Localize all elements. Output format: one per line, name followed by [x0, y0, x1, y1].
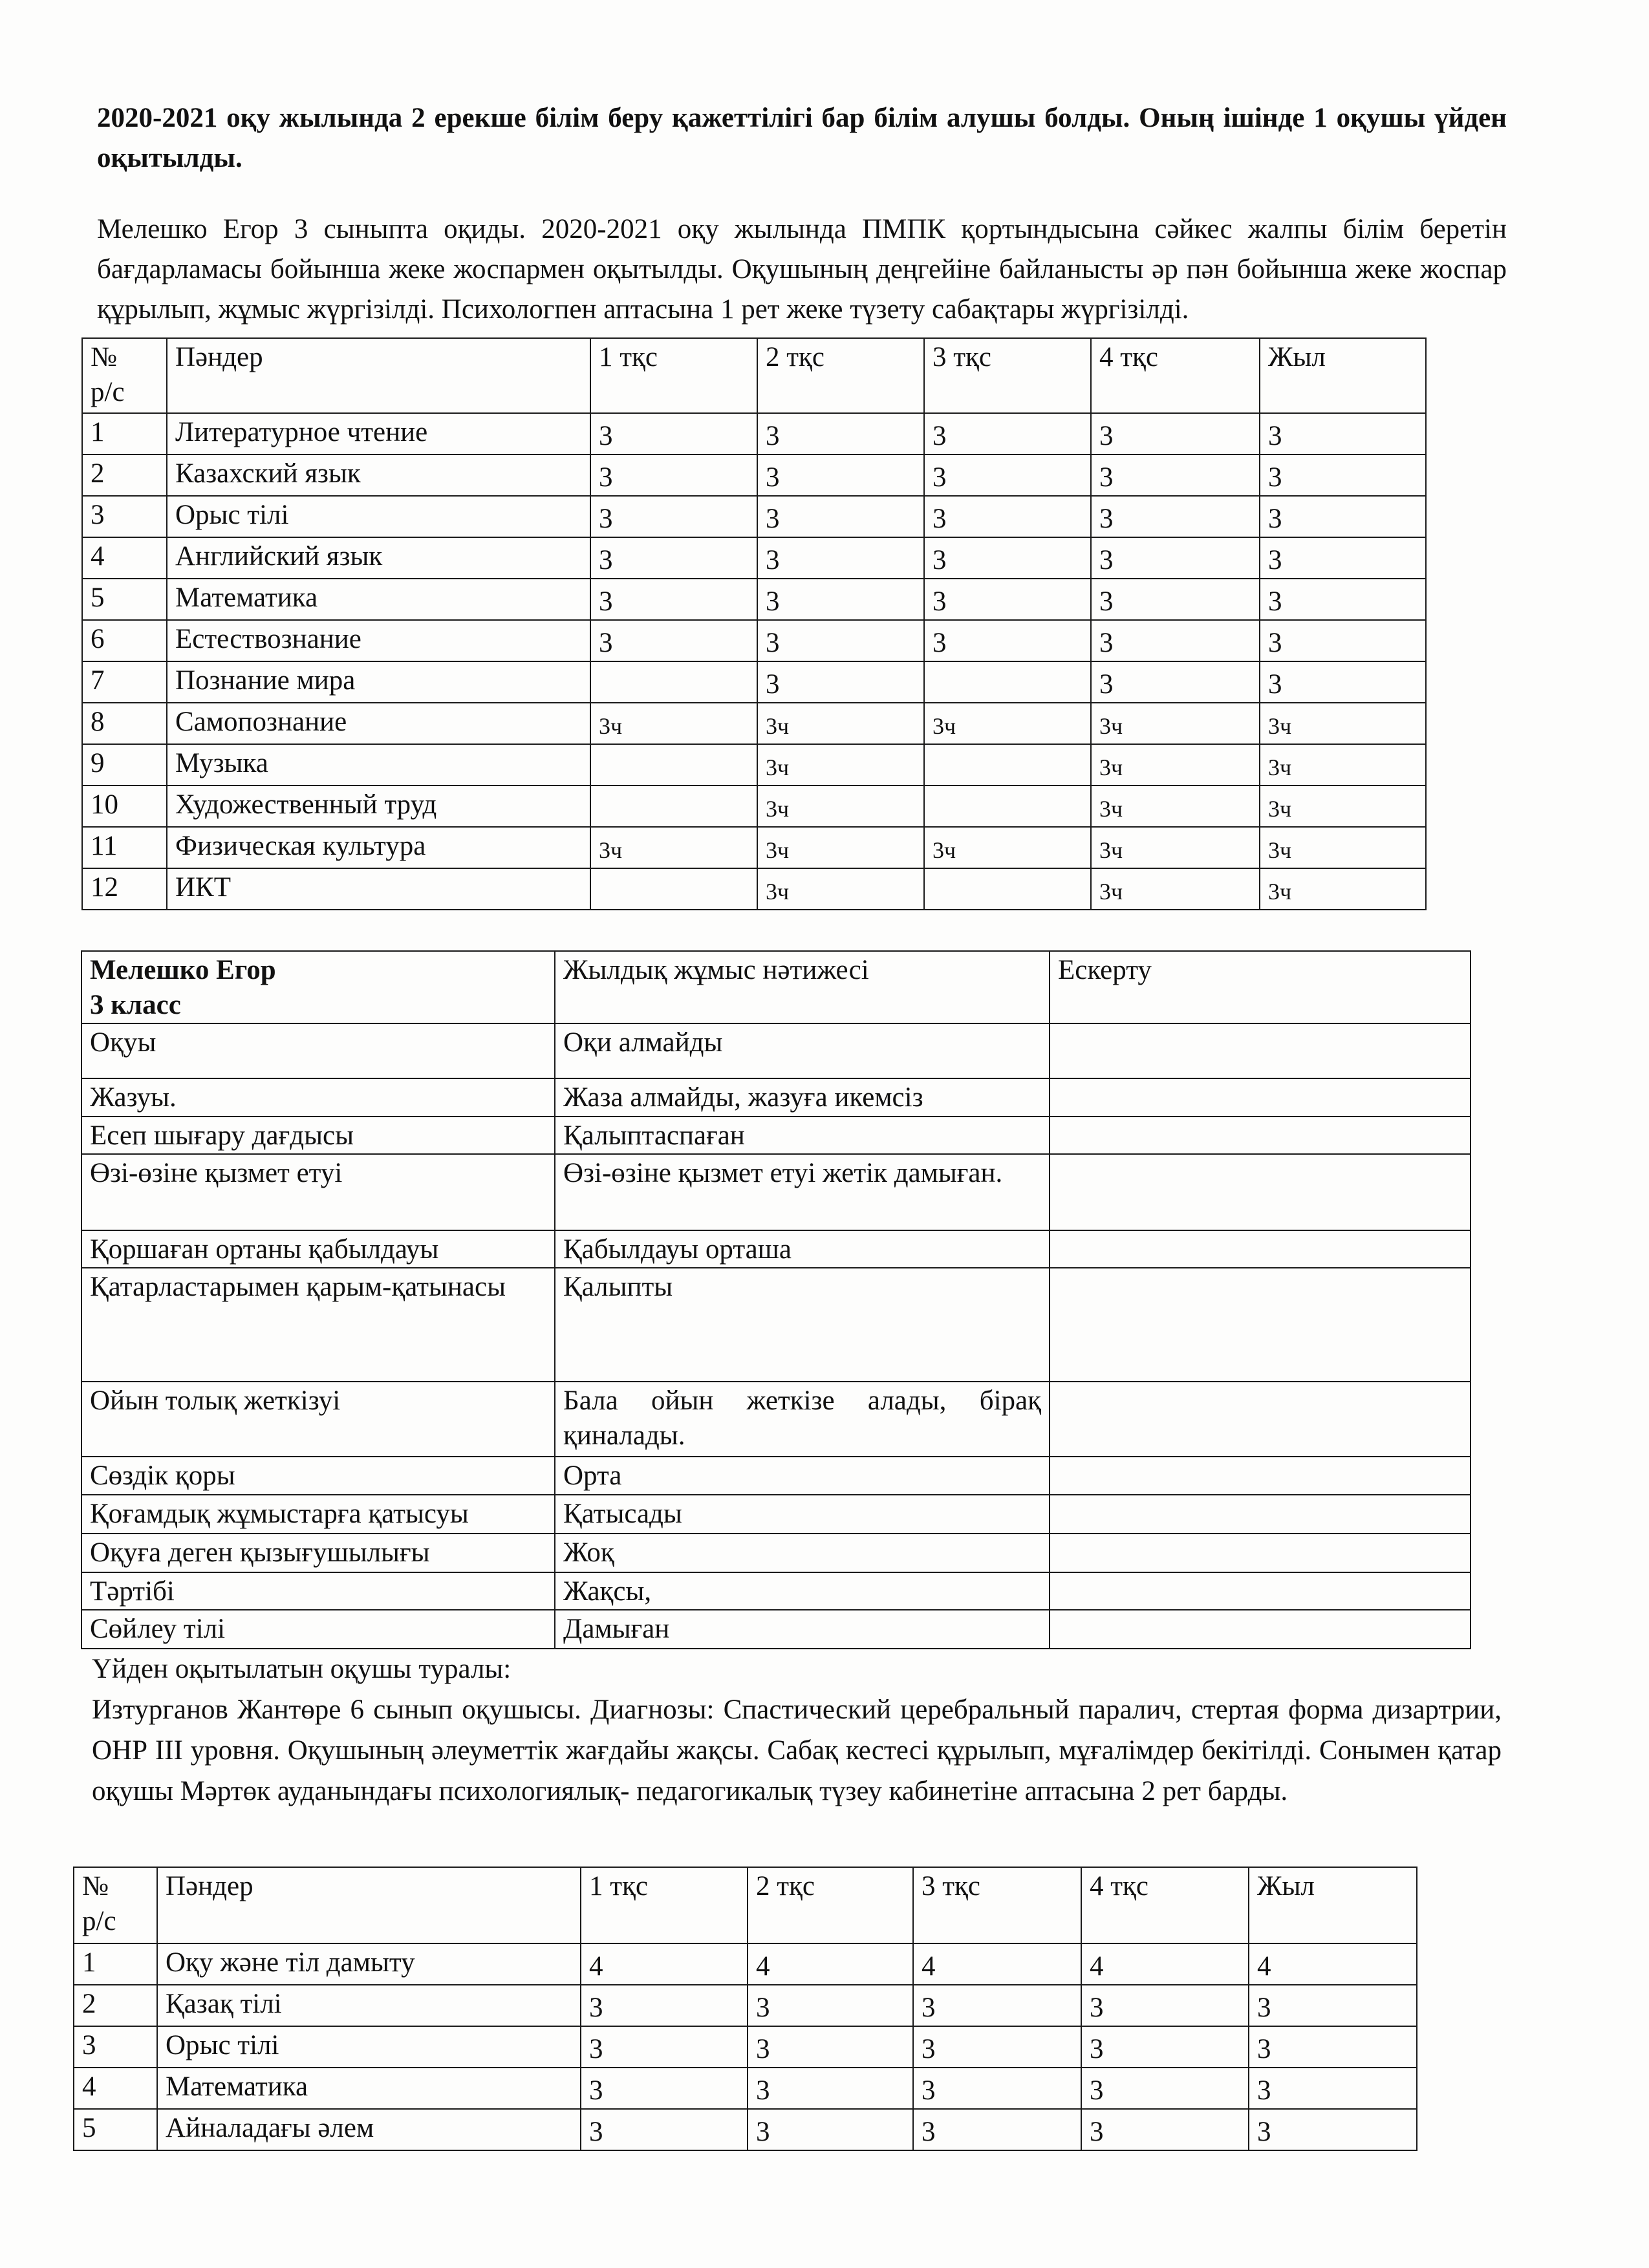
grade-q4: 3 [1081, 2026, 1249, 2068]
result-cell: Өзі-өзіне қызмет етуі жетік дамыған. [555, 1154, 1050, 1230]
results-row [81, 1457, 1471, 1495]
subject-name: Орыс тілі [167, 496, 590, 537]
grade-year: 3 [1260, 579, 1426, 620]
criterion-cell: Оқуға деген қызығушылығы [81, 1534, 555, 1572]
table-row [82, 868, 1426, 910]
grade-q2: 3ч [757, 868, 924, 910]
grade-q1: 3 [581, 1985, 748, 2026]
results-row [81, 1268, 1471, 1382]
note-cell [1050, 1117, 1471, 1154]
row-number: 7 [82, 661, 167, 703]
table-row [82, 744, 1426, 786]
grade-year: 3ч [1260, 868, 1426, 910]
result-cell: Қатысады [555, 1495, 1050, 1534]
result-cell: Жақсы, [555, 1572, 1050, 1610]
results-row [81, 1078, 1471, 1117]
grade-q1: 3ч [590, 703, 757, 744]
grade-year: 3 [1260, 620, 1426, 661]
subject-name: Литературное чтение [167, 413, 590, 455]
table-row [74, 1985, 1417, 2026]
grade-q1: 3 [590, 413, 757, 455]
grade-q2: 3 [757, 455, 924, 496]
table-row [74, 2026, 1417, 2068]
subject-name: Казахский язык [167, 455, 590, 496]
grade-q1: 3 [581, 2026, 748, 2068]
table-header-row [74, 1867, 1417, 1943]
grade-q1: 3 [590, 455, 757, 496]
grade-q2: 3 [748, 1985, 913, 2026]
grade-year: 3ч [1260, 703, 1426, 744]
criterion-cell: Сөздік қоры [81, 1457, 555, 1495]
table-row [82, 455, 1426, 496]
result-cell: Қалыпты [555, 1268, 1050, 1382]
number-sign: № [91, 342, 118, 372]
grade-q2: 3 [757, 413, 924, 455]
student-class: 3 класс [90, 990, 181, 1020]
grade-year: 3 [1249, 2109, 1417, 2150]
result-cell: Қабылдауы орташа [555, 1230, 1050, 1268]
intro-paragraph: Мелешко Егор 3 сыныпта оқиды. 2020-2021 оқу жылында ПМПК қортындысына сәйкес жалпы білім беретін бағдарламасы бойынша жеке жоспармен оқытылды. Оқушының деңгейіне байланысты әр пән бойынша жеке жоспар құрылып, жұмыс жүргізілді. Психологпен аптасына 1 рет жеке түзету сабақтары жүргізілді. [97, 214, 1507, 325]
grade-year: 3 [1260, 496, 1426, 537]
row-number: 5 [74, 2109, 157, 2150]
grade-q4: 3 [1081, 1985, 1249, 2026]
header-cell-q2: 2 тқс [748, 1867, 913, 1943]
criterion-cell: Қоғамдық жұмыстарға қатысуы [81, 1495, 555, 1534]
grade-q2: 3 [757, 620, 924, 661]
grade-q3 [924, 744, 1091, 786]
note-cell [1050, 1023, 1471, 1078]
home-student-paragraph: Изтурганов Жантөре 6 сынып оқушысы. Диагнозы: Спастический церебральный паралич, стертая форма дизартрии, ОНР III уровня. Оқушының әлеуметтік жағдайы жақсы. Сабақ кестесі құрылып, мұғалімдер бекітілді. Сонымен қатар оқушы Мәртөк ауданындағы психологиялық- педагогикалық түзеу кабинетіне аптасына 2 рет барды. [92, 1695, 1502, 1806]
note-cell [1050, 1078, 1471, 1117]
grade-q1: 3 [590, 579, 757, 620]
grade-q4: 3ч [1091, 786, 1260, 827]
result-cell: Дамыған [555, 1610, 1050, 1649]
number-abbrev: р/с [91, 377, 125, 407]
grade-q2: 3 [757, 579, 924, 620]
subject-name: Қазақ тілі [157, 1985, 581, 2026]
criterion-cell: Жазуы. [81, 1078, 555, 1117]
row-number: 2 [74, 1985, 157, 2026]
row-number: 11 [82, 827, 167, 868]
header-cell-year: Жыл [1260, 338, 1426, 413]
row-number: 2 [82, 455, 167, 496]
subject-name: Музыка [167, 744, 590, 786]
grade-q1 [590, 744, 757, 786]
grade-q3: 3 [924, 455, 1091, 496]
header-cell-q2: 2 тқс [757, 338, 924, 413]
grade-year: 3ч [1260, 744, 1426, 786]
grade-year: 3 [1260, 661, 1426, 703]
note-cell [1050, 1230, 1471, 1268]
criterion-cell: Қатарластарымен қарым-қатынасы [81, 1268, 555, 1382]
number-abbrev: р/с [82, 1906, 116, 1936]
grade-q4: 3ч [1091, 744, 1260, 786]
table-header-row [82, 338, 1426, 413]
grade-q3: 3 [913, 2026, 1081, 2068]
grade-q3: 3 [924, 579, 1091, 620]
table-row [74, 1943, 1417, 1985]
results-table [81, 950, 1471, 1649]
grade-q2: 3ч [757, 827, 924, 868]
grade-q3: 3ч [924, 827, 1091, 868]
criterion-cell: Ойын толық жеткізуі [81, 1382, 555, 1457]
header-cell-subjects: Пәндер [157, 1867, 581, 1943]
grade-q4: 3 [1091, 413, 1260, 455]
grade-year: 3 [1260, 413, 1426, 455]
grade-q2: 3 [757, 537, 924, 579]
grade-q2: 3ч [757, 786, 924, 827]
subject-name: Английский язык [167, 537, 590, 579]
note-cell [1050, 1534, 1471, 1572]
row-number: 1 [82, 413, 167, 455]
table-row [82, 786, 1426, 827]
note-cell [1050, 1610, 1471, 1649]
criterion-cell: Тәртібі [81, 1572, 555, 1610]
number-sign: № [82, 1871, 109, 1901]
grade-q3 [924, 786, 1091, 827]
grade-q2: 3ч [757, 744, 924, 786]
header-cell-q3: 3 тқс [924, 338, 1091, 413]
header-cell-year: Жыл [1249, 1867, 1417, 1943]
grade-q1 [590, 868, 757, 910]
table-row [82, 703, 1426, 744]
grade-q4: 3 [1091, 496, 1260, 537]
grade-q4: 3 [1091, 620, 1260, 661]
result-cell: Жаза алмайды, жазуға икемсіз [555, 1078, 1050, 1117]
header-cell-number [74, 1867, 157, 1943]
grade-q4: 3 [1081, 2068, 1249, 2109]
criterion-cell: Оқуы [81, 1023, 555, 1078]
grade-q1: 3ч [590, 827, 757, 868]
table-row [82, 661, 1426, 703]
result-cell: Бала ойын жеткізе алады, бірақ қиналады. [555, 1382, 1050, 1457]
grade-year: 3 [1249, 2026, 1417, 2068]
row-number: 3 [74, 2026, 157, 2068]
subject-name: Самопознание [167, 703, 590, 744]
result-cell: Оқи алмайды [555, 1023, 1050, 1078]
results-row [81, 1117, 1471, 1154]
criterion-cell: Қоршаған ортаны қабылдауы [81, 1230, 555, 1268]
grade-q4: 3 [1081, 2109, 1249, 2150]
header-cell-q4: 4 тқс [1081, 1867, 1249, 1943]
subject-name: Физическая культура [167, 827, 590, 868]
results-row [81, 1534, 1471, 1572]
results-row [81, 1572, 1471, 1610]
subject-name: Математика [167, 579, 590, 620]
table-row [82, 537, 1426, 579]
grade-q4: 3 [1091, 455, 1260, 496]
results-header-row [81, 951, 1471, 1023]
grade-year: 3ч [1260, 786, 1426, 827]
grade-q3 [924, 661, 1091, 703]
grade-q3: 3ч [924, 703, 1091, 744]
note-cell [1050, 1382, 1471, 1457]
grade-q1: 3 [590, 620, 757, 661]
subject-name: Художественный труд [167, 786, 590, 827]
header-cell-note: Ескерту [1050, 951, 1471, 1023]
table-row [82, 620, 1426, 661]
row-number: 1 [74, 1943, 157, 1985]
table-row [82, 827, 1426, 868]
header-cell-q1: 1 тқс [581, 1867, 748, 1943]
note-cell [1050, 1572, 1471, 1610]
subject-name: Математика [157, 2068, 581, 2109]
result-cell: Қалыптаспаған [555, 1117, 1050, 1154]
grade-year: 3 [1260, 455, 1426, 496]
student-name: Мелешко Егор [90, 955, 276, 985]
grade-q1 [590, 786, 757, 827]
criterion-cell: Сөйлеу тілі [81, 1610, 555, 1649]
grade-q2: 3 [757, 496, 924, 537]
table-row [74, 2068, 1417, 2109]
grade-q4: 3 [1091, 579, 1260, 620]
grade-year: 4 [1249, 1943, 1417, 1985]
grade-q3: 3 [913, 1985, 1081, 2026]
grade-q3: 3 [924, 620, 1091, 661]
grade-q2: 3 [748, 2026, 913, 2068]
grade-q2: 3 [748, 2109, 913, 2150]
grades-table-2 [73, 1867, 1417, 2151]
table-row [82, 579, 1426, 620]
row-number: 4 [82, 537, 167, 579]
row-number: 6 [82, 620, 167, 661]
grade-q3: 3 [913, 2068, 1081, 2109]
grade-q4: 3ч [1091, 703, 1260, 744]
grade-q2: 4 [748, 1943, 913, 1985]
subject-name: ИКТ [167, 868, 590, 910]
grades-table-1 [81, 337, 1427, 910]
criterion-cell: Өзі-өзіне қызмет етуі [81, 1154, 555, 1230]
home-student-title: Үйден оқытылатын оқушы туралы: [92, 1654, 512, 1684]
subject-name: Оқу және тіл дамыту [157, 1943, 581, 1985]
grade-q3: 3 [924, 496, 1091, 537]
header-cell-result: Жылдық жұмыс нәтижесі [555, 951, 1050, 1023]
student-cell [81, 951, 555, 1023]
criterion-cell: Есеп шығару дағдысы [81, 1117, 555, 1154]
note-cell [1050, 1268, 1471, 1382]
header-cell-subjects: Пәндер [167, 338, 590, 413]
row-number: 4 [74, 2068, 157, 2109]
results-row [81, 1610, 1471, 1649]
header-cell-q3: 3 тқс [913, 1867, 1081, 1943]
grade-q1: 3 [581, 2109, 748, 2150]
subject-name: Познание мира [167, 661, 590, 703]
row-number: 3 [82, 496, 167, 537]
row-number: 12 [82, 868, 167, 910]
results-row [81, 1382, 1471, 1457]
note-cell [1050, 1495, 1471, 1534]
results-row [81, 1023, 1471, 1078]
row-number: 10 [82, 786, 167, 827]
grade-year: 3 [1249, 2068, 1417, 2109]
result-cell: Жоқ [555, 1534, 1050, 1572]
grade-q4: 3ч [1091, 868, 1260, 910]
subject-name: Орыс тілі [157, 2026, 581, 2068]
grade-year: 3 [1260, 537, 1426, 579]
grade-q2: 3 [748, 2068, 913, 2109]
header-cell-q1: 1 тқс [590, 338, 757, 413]
grade-q4: 3 [1091, 661, 1260, 703]
grade-q2: 3ч [757, 703, 924, 744]
grade-q3 [924, 868, 1091, 910]
grade-q3: 3 [913, 2109, 1081, 2150]
results-row [81, 1230, 1471, 1268]
result-cell: Орта [555, 1457, 1050, 1495]
grade-q1: 3 [590, 537, 757, 579]
grade-q1: 3 [590, 496, 757, 537]
subject-name: Естествознание [167, 620, 590, 661]
row-number: 9 [82, 744, 167, 786]
grade-q1 [590, 661, 757, 703]
grade-q3: 3 [924, 537, 1091, 579]
grade-q4: 3 [1091, 537, 1260, 579]
table-row [82, 413, 1426, 455]
grade-q3: 4 [913, 1943, 1081, 1985]
grade-q2: 3 [757, 661, 924, 703]
note-cell [1050, 1154, 1471, 1230]
table-row [82, 496, 1426, 537]
grade-q3: 3 [924, 413, 1091, 455]
grade-q4: 4 [1081, 1943, 1249, 1985]
header-cell-q4: 4 тқс [1091, 338, 1260, 413]
row-number: 5 [82, 579, 167, 620]
grade-year: 3ч [1260, 827, 1426, 868]
subject-name: Айналадағы әлем [157, 2109, 581, 2150]
results-row [81, 1154, 1471, 1230]
grade-q4: 3ч [1091, 827, 1260, 868]
results-row [81, 1495, 1471, 1534]
grade-q1: 4 [581, 1943, 748, 1985]
note-cell [1050, 1457, 1471, 1495]
grade-year: 3 [1249, 1985, 1417, 2026]
row-number: 8 [82, 703, 167, 744]
table-row [74, 2109, 1417, 2150]
grade-q1: 3 [581, 2068, 748, 2109]
header-cell-number [82, 338, 167, 413]
intro-heading: 2020-2021 оқу жылында 2 ерекше білім беру қажеттілігі бар білім алушы болды. Оның ішінде 1 оқушы үйден оқытылды. [97, 103, 1507, 173]
